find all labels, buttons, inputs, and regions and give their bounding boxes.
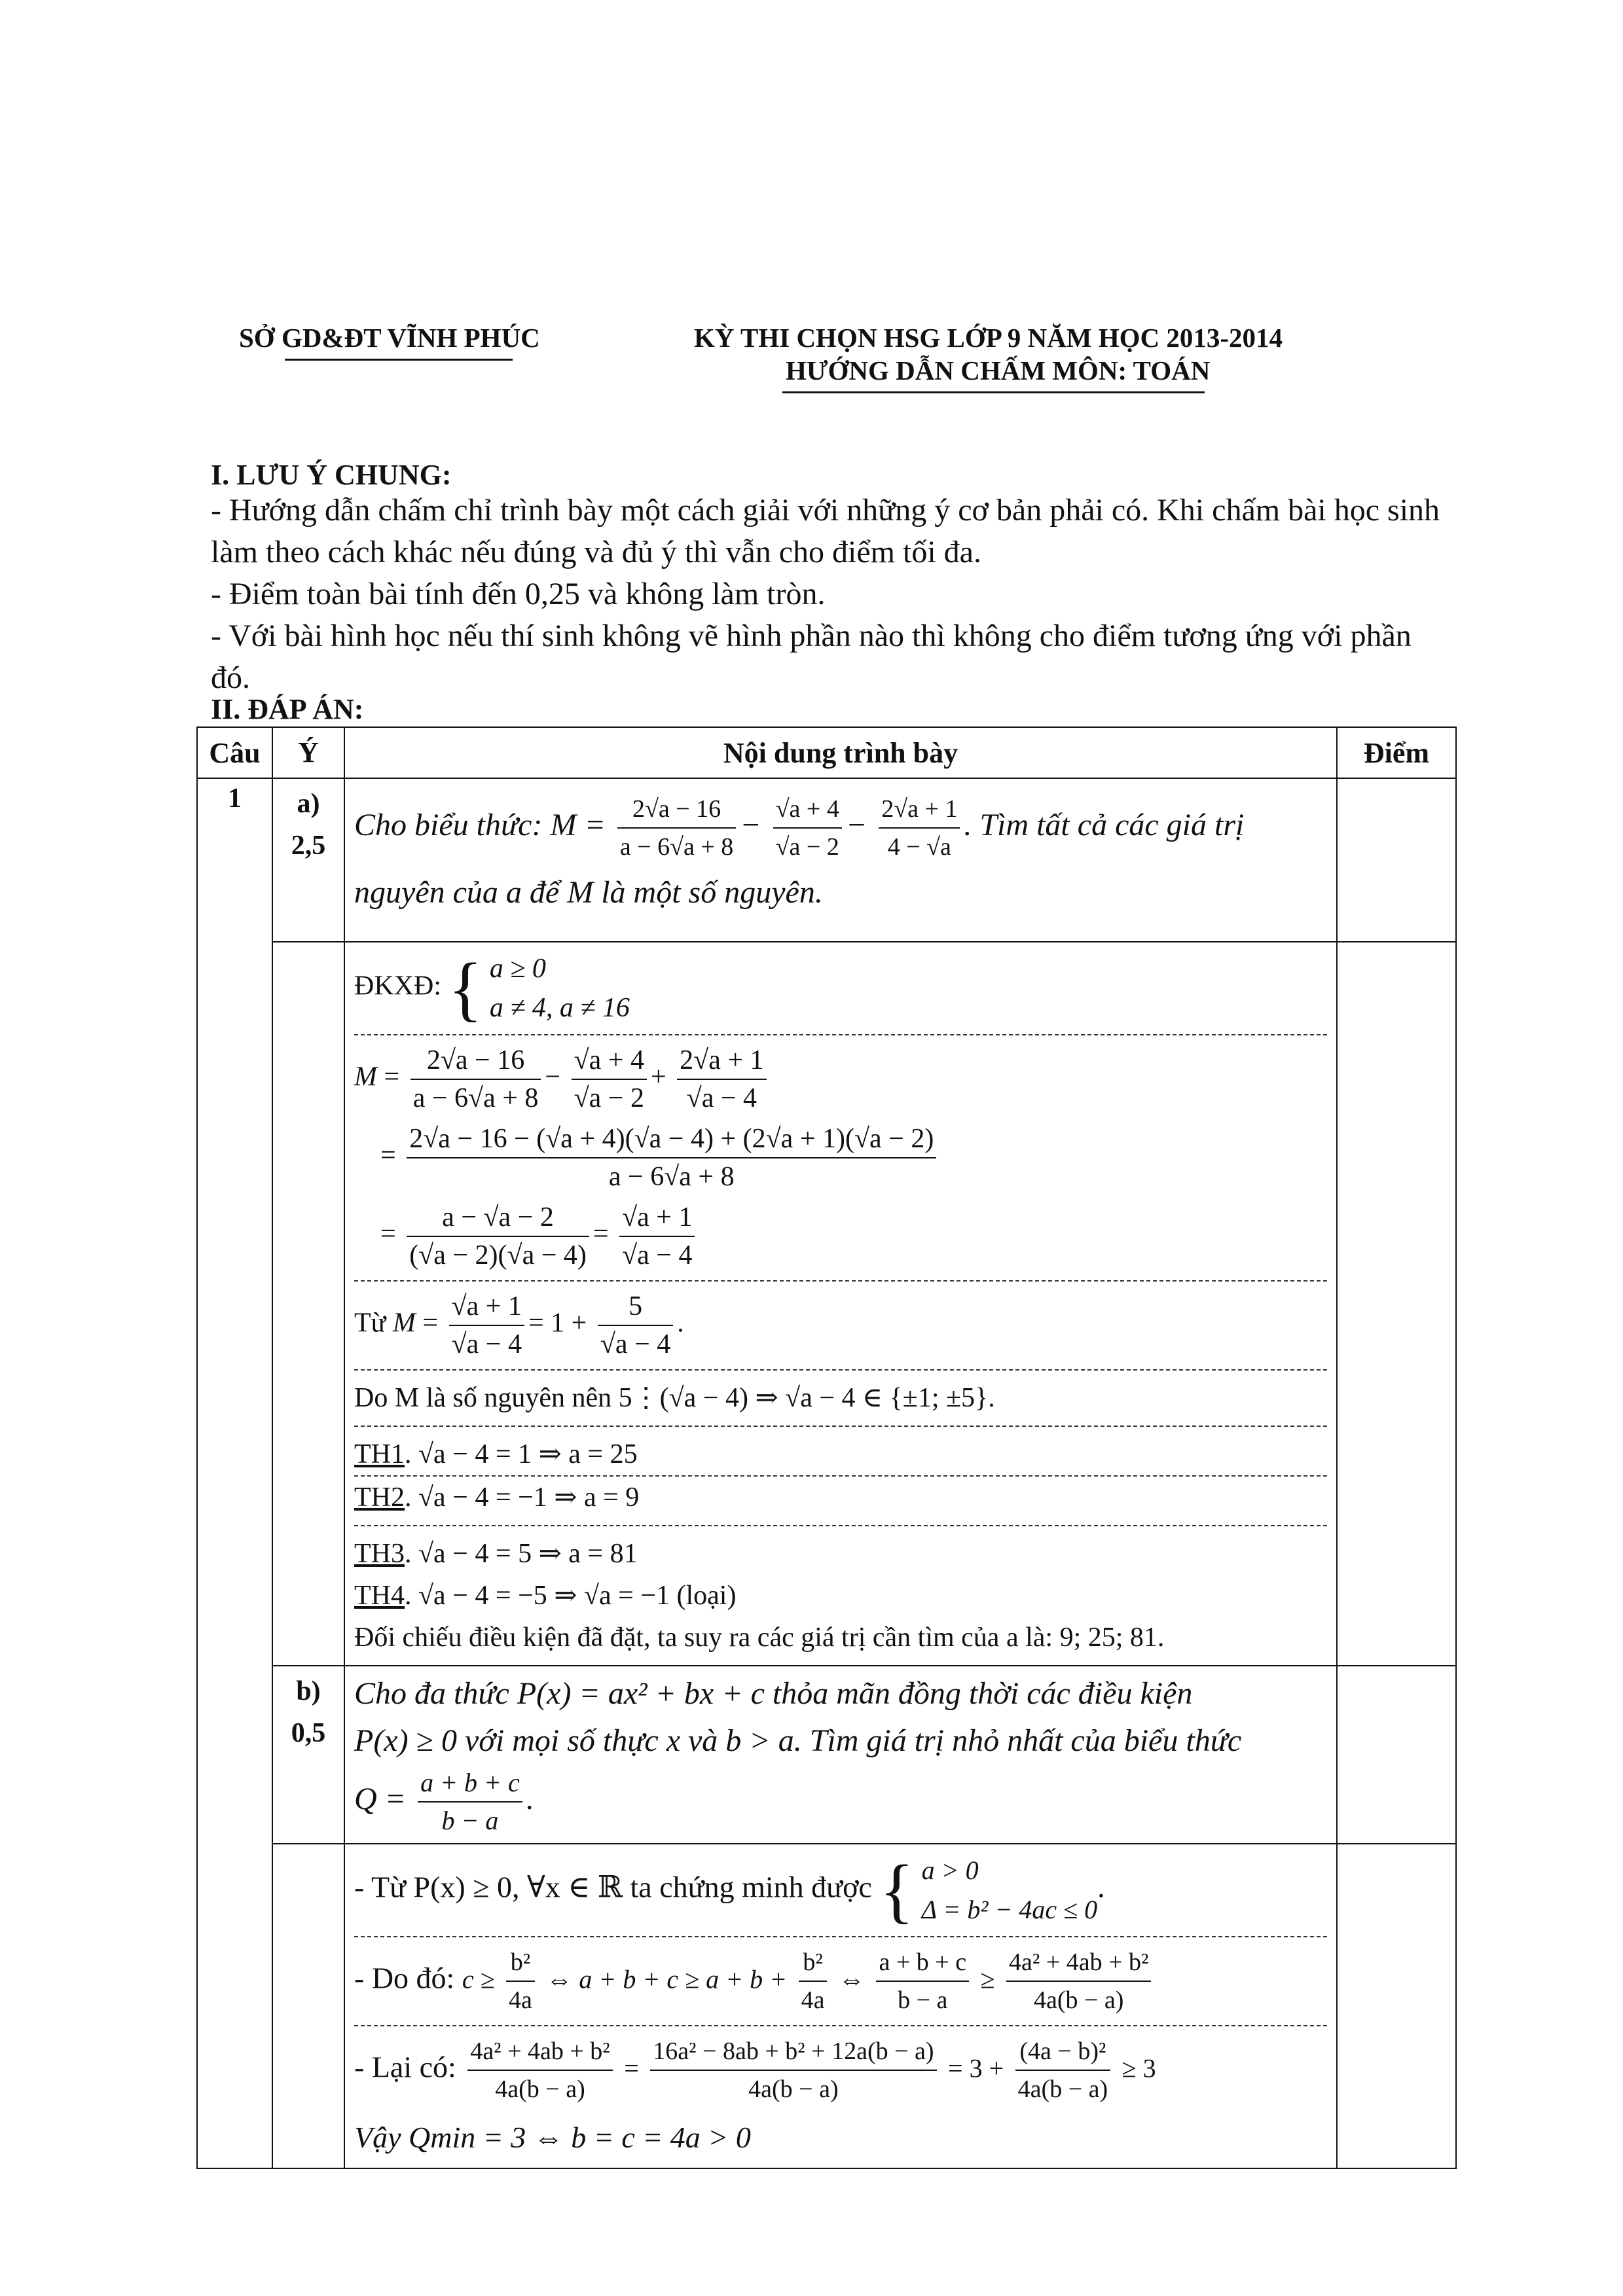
case-3-expr: . √a − 4 = 5 ⇒ a = 81 [405, 1539, 638, 1569]
condition-block [354, 942, 1327, 1034]
condition-1: a ≥ 0 [489, 954, 546, 984]
points-cell [1337, 1666, 1456, 1844]
part-b-step-2: - Do đó: c ≥ $\frac{\text{b²}}{4a}$ ⇔ a + b + c ≥ a + b + $\frac{\text{b²}}{4a}$ ⇔ $\frac{a + b + c}{b - a}$ ≥ $\frac{\text{4a² + 4ab + b²}}{4a(b - a)}$ [354, 1936, 1327, 2025]
frac-s4: $\frac{2√a - 16 - (√a + 4)(√a - 4) + (2√a + 1)(√a - 2)}{a - 6√a + 8}$ [407, 1121, 936, 1195]
part-b-solution-label-cell [272, 1844, 344, 2168]
points-cell [1337, 1844, 1456, 2168]
case-4-expr: . √a − 4 = −5 ⇒ √a = −1 (loại) [405, 1581, 737, 1611]
part-a-points: 2,5 [291, 831, 326, 861]
part-a-label: a) [297, 789, 320, 819]
table-header-row [197, 727, 1456, 778]
divisibility-line: Do M là số nguyên nên 5⋮(√a − 4) ⇒ √a − 4 ∈ {±1; ±5}. [354, 1369, 1327, 1426]
part-b-cell [272, 1666, 344, 1844]
frac-q: $\frac{a + b + c}{b - a}$ [418, 1765, 522, 1839]
part-b-points: 0,5 [291, 1718, 326, 1748]
part-b-label: b) [296, 1676, 321, 1706]
table-row [197, 1666, 1456, 1844]
case-4-label: TH4 [354, 1581, 405, 1611]
part-b-question-line2: P(x) ≥ 0 với mọi số thực x và b > a. Tìm giá trị nhỏ nhất của biểu thức [354, 1723, 1242, 1758]
simplify-block: M = $\frac{2√a - 16}{a - 6√a + 8}$ − $\frac{√a + 4}{√a - 2}$ + $\frac{2√a + 1}{√a - 4}$ = $\frac{2√a - 16 - (√a + 4)(√a - 4) + (2√a + 1)(√a - 2)}{a - 6√a + 8}$ = $\frac{a - √a - 2}{(√a - 2)(√a - 4)}$ = $\frac{√a + 1}{√a - 4}$ [354, 1034, 1327, 1280]
points-cell [1337, 778, 1456, 942]
part-a-question-line2: nguyên của a để M là một số nguyên. [354, 875, 823, 910]
case-1-expr: . √a − 4 = 1 ⇒ a = 25 [405, 1439, 638, 1469]
general-note-1: - Hướng dẫn chấm chỉ trình bày một cách giải với những ý cơ bản phải có. Khi chấm bài học sinh làm theo cách khác nếu đúng và đủ ý thì vẫn cho điểm tối đa. [211, 493, 1440, 569]
frac-b2: $\frac{\text{b²}}{4a}$ [799, 1944, 828, 2018]
exam-title: KỲ THI CHỌN HSG LỚP 9 NĂM HỌC 2013-2014 [694, 323, 1283, 353]
part-a-solution-label-cell [272, 942, 344, 1666]
part-b-conclusion: Vậy Qmin = 3 ⇔ b = c = 4a > 0 [354, 2121, 751, 2154]
frac-b4: $\frac{\text{4a² + 4ab + b²}}{4a(b - a)}$ [1006, 1944, 1151, 2018]
part-a-question-suffix: . Tìm tất cả các giá trị [964, 808, 1245, 843]
frac-b5: $\frac{\text{4a² + 4ab + b²}}{4a(b - a)}$ [467, 2033, 612, 2108]
part-a-solution [344, 942, 1337, 1666]
header-y: Ý [272, 727, 344, 778]
question-number-text: 1 [228, 783, 242, 814]
table-row [197, 942, 1456, 1666]
condition-label: ĐKXĐ: [354, 971, 441, 1001]
frac-s1: $\frac{2√a - 16}{a - 6√a + 8}$ [410, 1042, 541, 1117]
general-note-2: - Điểm toàn bài tính đến 0,25 và không làm tròn. [211, 577, 826, 611]
header-content: Nội dung trình bày [344, 727, 1337, 778]
points-cell [1337, 942, 1456, 1666]
part-b-solution [344, 1844, 1337, 2168]
frac-s5: $\frac{a - √a - 2}{(√a - 2)(√a - 4)}$ [407, 1199, 589, 1274]
part-a-question-prefix: Cho biểu thức: M = [354, 808, 606, 843]
frac-term2: $\frac{√a + 4}{√a - 2}$ [773, 791, 842, 865]
header-cau: Câu [197, 727, 272, 778]
part-b-q-prefix: Q = [354, 1782, 407, 1817]
frac-b7: $\frac{\text{(4a − b)²}}{4a(b - a)}$ [1015, 2033, 1110, 2108]
part-b-step-3: - Lại có: $\frac{\text{4a² + 4ab + b²}}{4a(b - a)}$ = $\frac{\text{16a² − 8ab + b² + 12a(b − a)}}{4a(b - a)}$ = 3 + $\frac{\text{(4a − b)²}}{4a(b - a)}$ ≥ 3 [354, 2025, 1327, 2114]
step-1-cond-b: Δ = b² − 4ac ≤ 0 [921, 1895, 1098, 1924]
part-b-question-line1: Cho đa thức P(x) = ax² + bx + c thỏa mãn đồng thời các điều kiện [354, 1676, 1193, 1711]
general-note-3: - Với bài hình học nếu thí sinh không vẽ hình phần nào thì không cho điểm tương ứng với phần đó. [211, 619, 1412, 695]
case-2-expr: . √a − 4 = −1 ⇒ a = 9 [405, 1482, 640, 1513]
frac-s6: $\frac{√a + 1}{√a - 4}$ [619, 1199, 695, 1274]
table-row [197, 1844, 1456, 2168]
cases-block-2 [354, 1525, 1327, 1665]
frac-s3: $\frac{2√a + 1}{√a - 4}$ [677, 1042, 766, 1117]
part-b-step-1: - Từ P(x) ≥ 0, ∀x ∈ ℝ ta chứng minh được { a > 0 Δ = b² − 4ac ≤ 0 . [354, 1850, 1105, 1930]
frac-s7: $\frac{√a + 1}{√a - 4}$ [449, 1288, 524, 1363]
cases-block [354, 1426, 1327, 1525]
table-row [197, 778, 1456, 942]
step-1-cond-a: a > 0 [921, 1856, 979, 1885]
answer-table [196, 726, 1457, 2169]
brace-icon: { [448, 948, 483, 1028]
step-1-text: - Từ P(x) ≥ 0, ∀x ∈ ℝ ta chứng minh được [354, 1870, 872, 1904]
subject-title: HƯỚNG DẪN CHẤM MÔN: TOÁN [786, 355, 1211, 386]
step-2-label: - Do đó: [354, 1961, 455, 1995]
rewrite-block: Từ M = $\frac{√a + 1}{√a - 4}$ = 1 + $\frac{5}{√a - 4}$ . [354, 1280, 1327, 1369]
case-3-label: TH3 [354, 1539, 405, 1569]
frac-b3: $\frac{a + b + c}{b - a}$ [876, 1944, 969, 2018]
section-general-notes-title: I. LƯU Ý CHUNG: [211, 459, 452, 491]
part-a-cell [272, 778, 344, 942]
part-b-question: Cho đa thức P(x) = ax² + bx + c thỏa mãn đồng thời các điều kiện P(x) ≥ 0 với mọi số thực x và b > a. Tìm giá trị nhỏ nhất của biểu thức Q = $\frac{a + b + c}{b - a}$ . [344, 1666, 1337, 1844]
frac-term1: $\frac{2√a - 16}{a - 6√a + 8}$ [617, 791, 736, 865]
part-a-question: Cho biểu thức: M = $\frac{2√a - 16}{a - 6√a + 8}$ − $\frac{√a + 4}{√a - 2}$ − $\frac{2√a + 1}{4 - √a}$ . Tìm tất cả các giá trị nguyên của a để M là một số nguyên. [344, 778, 1337, 942]
department-name: SỞ GD&ĐT VĨNH PHÚC [239, 323, 540, 353]
from-label: Từ [354, 1308, 386, 1338]
frac-term3: $\frac{2√a + 1}{4 - √a}$ [879, 791, 960, 865]
case-1-label: TH1 [354, 1439, 405, 1469]
part-a-conclusion: Đối chiếu điều kiện đã đặt, ta suy ra các giá trị cần tìm của a là: 9; 25; 81. [354, 1623, 1165, 1653]
section-answers-title: II. ĐÁP ÁN: [211, 693, 364, 725]
header-left-underline [285, 359, 513, 361]
frac-s2: $\frac{√a + 4}{√a - 2}$ [572, 1042, 647, 1117]
frac-s8: $\frac{5}{√a - 4}$ [598, 1288, 673, 1363]
question-number [197, 778, 272, 2168]
header-right-underline [782, 391, 1205, 393]
header-points: Điểm [1337, 727, 1456, 778]
brace-icon: { [879, 1850, 915, 1930]
case-2-label: TH2 [354, 1482, 405, 1513]
frac-b6: $\frac{\text{16a² − 8ab + b² + 12a(b − a)}}{4a(b - a)}$ [650, 2033, 936, 2108]
frac-b1: $\frac{\text{b²}}{4a}$ [506, 1944, 535, 2018]
condition-2: a ≠ 4, a ≠ 16 [489, 993, 630, 1023]
step-3-label: - Lại có: [354, 2050, 456, 2084]
